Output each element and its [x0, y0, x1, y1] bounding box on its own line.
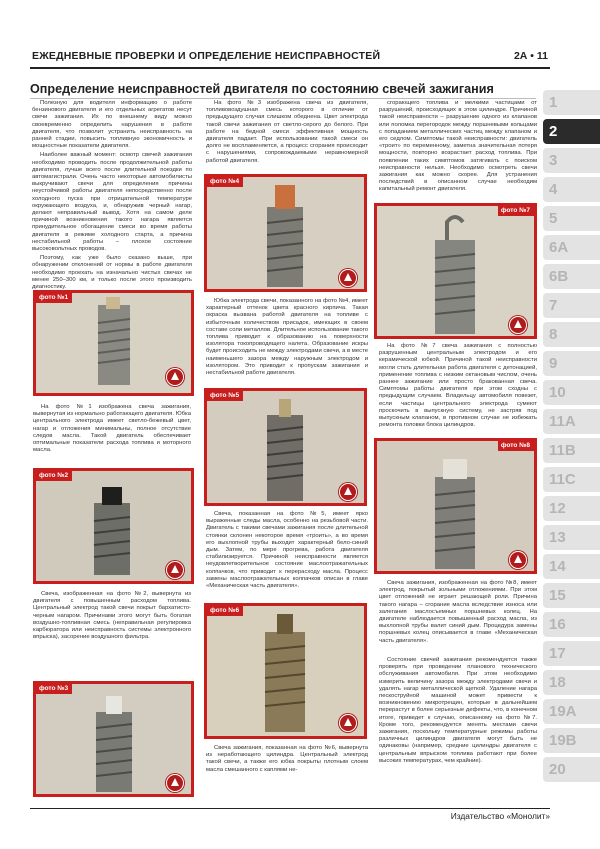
chapter-tabs	[543, 90, 600, 786]
watermark-logo	[509, 551, 527, 569]
photo-label: фото №7	[498, 206, 534, 216]
tab-chapter-7[interactable]: 7	[543, 293, 600, 318]
footer-divider	[30, 808, 550, 809]
watermark-logo	[339, 269, 357, 287]
photo-5-caption: Свеча, показанная на фото №5, имеет ярко выраженные следы масла, особенно на резьбовой части. Двигатель с такими свечами зажигания после длительной стоянки склонен некоторое время «троить», а во время его выхлопной трубы выходит характерный бело-синий дым. Затем, по мере прогрева, работа двигателя стабилизируется. Причиной неисправности является неудовлетворительное состояние маслоотражательных колпачков, что приводит к перерасходу масла. Процесс замены маслоотражательных колпачков описан в главе «Механическая часть двигателя».	[206, 511, 368, 590]
photo-label: фото №2	[36, 471, 72, 481]
photo-2	[33, 468, 194, 584]
tab-chapter-20[interactable]: 20	[543, 757, 600, 782]
tab-chapter-11b[interactable]: 11B	[543, 438, 600, 463]
tab-chapter-19b[interactable]: 19B	[543, 728, 600, 753]
photo-5	[204, 388, 367, 506]
photo-label: фото №1	[36, 293, 72, 303]
photo-7-caption: На фото №7 свеча зажигания с полностью разрушенным центральным электродом и его керамической юбкой. Причиной такой неисправности могли стать длительная работа двигателя с детонацией, применение топлива с низким октановым числом, очень раннее зажигание или просто бракованная свеча. Симптомы работы двигателя при этом сходны с предыдущим случаем. Владельцу автомобиля повезет, если частицы центрального электрода сумеют проскочить в выпускную систему, не застряв под выпускным клапаном, в противном случае не избежать ремонта головки блока цилиндров.	[379, 343, 537, 429]
tab-chapter-15[interactable]: 15	[543, 583, 600, 608]
watermark-logo	[339, 714, 357, 732]
tab-chapter-17[interactable]: 17	[543, 641, 600, 666]
tab-chapter-1[interactable]: 1	[543, 90, 600, 115]
watermark-logo	[166, 561, 184, 579]
photo-4	[204, 174, 367, 292]
tab-chapter-6a[interactable]: 6A	[543, 235, 600, 260]
paragraph: Полезную для водителя информацию о работе бензинового двигателя и его отдельных агрегатов несут свечи зажигания. Их по внешнему виду можно своевременно определить нарушения в работе двигателя, что позволит устранить неисправность на ранней стадии, повысить топливную экономичность и мощностные показатели двигателя.	[32, 100, 192, 150]
photo-6	[204, 603, 367, 739]
tab-chapter-16[interactable]: 16	[543, 612, 600, 637]
tab-chapter-12[interactable]: 12	[543, 496, 600, 521]
watermark-logo	[166, 774, 184, 792]
spark-plug-image	[377, 441, 534, 571]
spark-plug-image	[377, 206, 534, 336]
tab-chapter-18[interactable]: 18	[543, 670, 600, 695]
column-1-intro	[32, 100, 192, 293]
watermark-logo	[166, 368, 184, 386]
watermark-logo	[339, 483, 357, 501]
tab-chapter-11c[interactable]: 11C	[543, 467, 600, 492]
running-header	[30, 47, 550, 69]
photo-label: фото №5	[207, 391, 243, 401]
tab-chapter-2[interactable]: 2	[543, 119, 600, 144]
column-2-intro: На фото №3 изображена свеча из двигателя, топливовоздушная смесь которого в отличие от предыдущего случая слишком обеднена. Цвет электрода такой свечи зажигания от светло-серого до белого. При работе на бедной смеси эффективная мощность двигателя падает. При использовании такой смеси он долго не воспламеняется, а процесс сгорания происходит с нарушениями, сопровождаемыми неравномерной работой двигателя.	[206, 100, 368, 164]
photo-2-caption: Свеча, изображенная на фото №2, вывернута из двигателя с повышенным расходом топлива. Центральный электрод такой свечи покрыт бархатисто-черным нагаром. Причинами этого могут быть богатая воздушно-топливная смесь (неправильная регулировка карбюратора или неисправность системы электронного впрыска), засорение воздушного фильтра.	[33, 591, 191, 641]
article-title: Определение неисправностей двигателя по состоянию свечей зажигания	[30, 82, 536, 99]
tab-chapter-11a[interactable]: 11A	[543, 409, 600, 434]
tab-chapter-6b[interactable]: 6B	[543, 264, 600, 289]
section-title: ЕЖЕДНЕВНЫЕ ПРОВЕРКИ И ОПРЕДЕЛЕНИЕ НЕИСПРАВНОСТЕЙ	[32, 50, 381, 62]
tab-chapter-10[interactable]: 10	[543, 380, 600, 405]
paragraph: Наиболее важный момент: осмотр свечей зажигания необходимо проводить после продолжительной работы двигателя, лучше всего после длительной поездки по автомагистрали. Очень часто некоторые автомобилисты выкручивают свечи для определения причины неустойчивой работы двигателя непосредственно после холодного пуска при отрицательной температуре окружающего воздуха, и, обнаружив черный нагар, делают неправильный вывод. Хотя на самом деле причиной возникновения такого нагара является принудительное обогащение смеси во время работы двигателя в режиме холодного старта, а причина нестабильной работы – плохое состояние высоковольтных проводов.	[32, 152, 192, 253]
photo-label: фото №3	[36, 684, 72, 694]
photo-1-caption: На фото №1 изображена свеча зажигания, вывернутая из нормально работающего двигателя. Юбка центрального электрода имеет светло-бежевый цвет, нагар и отложения минимальны, полное отсутствие следов масла. Такой двигатель обеспечивает оптимальные показатели расхода топлива и моторного масла.	[33, 404, 191, 454]
tab-chapter-13[interactable]: 13	[543, 525, 600, 550]
tab-chapter-5[interactable]: 5	[543, 206, 600, 231]
photo-1	[33, 290, 194, 396]
publisher-name: Издательство «Монолит»	[450, 811, 550, 821]
photo-4-caption: Юбка электрода свечи, показанного на фото №4, имеет характерный оттенок цвета красного кирпича. Такая окраска вызвана работой двигателя на топливе с избыточным количеством присадок, имеющих в своем составе соли металлов. Длительное использование такого топлива приводит к образованию на поверхности изолятора токопроводящего налета. Образование искры будет происходить не между электродами свечи, а в месте наименьшего зазора между наружным электродом и изолятором. Это приводит к пропускам зажигания и нестабильной работе двигателя.	[206, 298, 368, 377]
photo-label: фото №8	[498, 441, 534, 451]
photo-label: фото №6	[207, 606, 243, 616]
photo-8-caption: Свеча зажигания, изображенная на фото №8, имеет электрод, покрытый зольными отложениями. При этом цвет отложений не играет решающей роли. Причина такого нагара – сгорание масла вследствие износа или залегания маслосъемных поршневых колец. На двигателе наблюдается повышенный расход масла, из выхлопной трубы валит синий дым. Процедура замены поршневых колец описывается в главе «Механическая часть двигателя».	[379, 580, 537, 644]
photo-6-caption: Свеча зажигания, показанная на фото №6, вывернута из неработающего цилиндра. Центральный электрод такой свечи, а также его юбка покрыты плотным слоем масла смешанного с каплями не-	[206, 745, 368, 773]
column-3-intro: сгорающего топлива и мелкими частицами от разрушений, происходящих в этом цилиндре. Причиной такой неисправности – разрушение одного из клапанов или поломка перегородок между поршневыми кольцами с попаданием металлических частиц между клапаном и его седлом. Симптомы такой неисправности: двигатель «троит» по переменному, заметна значительная потеря мощности, повторно возрастает расход топлива. При появлении таких симптомов затягивать с поиском неисправности нельзя. Необходимо осмотреть свечи зажигания как можно скорее. Для устранения последствий в описанном случае необходим капитальный ремонт двигателя.	[379, 100, 537, 193]
paragraph: Поэтому, как уже было сказано выше, при обнаружении отклонений от нормы в работе двигателя необходимо проехать на изначально чистых свечах не менее 250–300 км, и только после этого производить диагностику.	[32, 255, 192, 291]
page-number: 2А • 11	[513, 50, 548, 62]
tab-chapter-8[interactable]: 8	[543, 322, 600, 347]
tab-chapter-19a[interactable]: 19A	[543, 699, 600, 724]
tab-chapter-4[interactable]: 4	[543, 177, 600, 202]
tab-chapter-14[interactable]: 14	[543, 554, 600, 579]
watermark-logo	[509, 316, 527, 334]
column-3-conclusion: Состояние свечей зажигания рекомендуется также проверять при проведении планового технического обслуживания автомобиля. При этом необходимо измерить величину зазора между электродами свечи и удалять нагар металлической щеткой. Удаление нагара пескоструйной машиной может привести к возникновению микротрещин, которые в дальнейшем перерастут в более серьезные дефекты, что, в конечном итоге, приведет к случаю, описанному на фото №7. Кроме того, рекомендуется менять местами свечи зажигания, поскольку температурные режимы работы различных цилиндров двигателя могут быть не одинаковы (например, средние цилиндры двигателя с центральным впрыском топлива работают при более высоких температурах, чем крайние).	[379, 657, 537, 764]
photo-label: фото №4	[207, 177, 243, 187]
tab-chapter-3[interactable]: 3	[543, 148, 600, 173]
photo-7	[374, 203, 537, 339]
photo-3	[33, 681, 194, 797]
tab-chapter-9[interactable]: 9	[543, 351, 600, 376]
photo-8	[374, 438, 537, 574]
